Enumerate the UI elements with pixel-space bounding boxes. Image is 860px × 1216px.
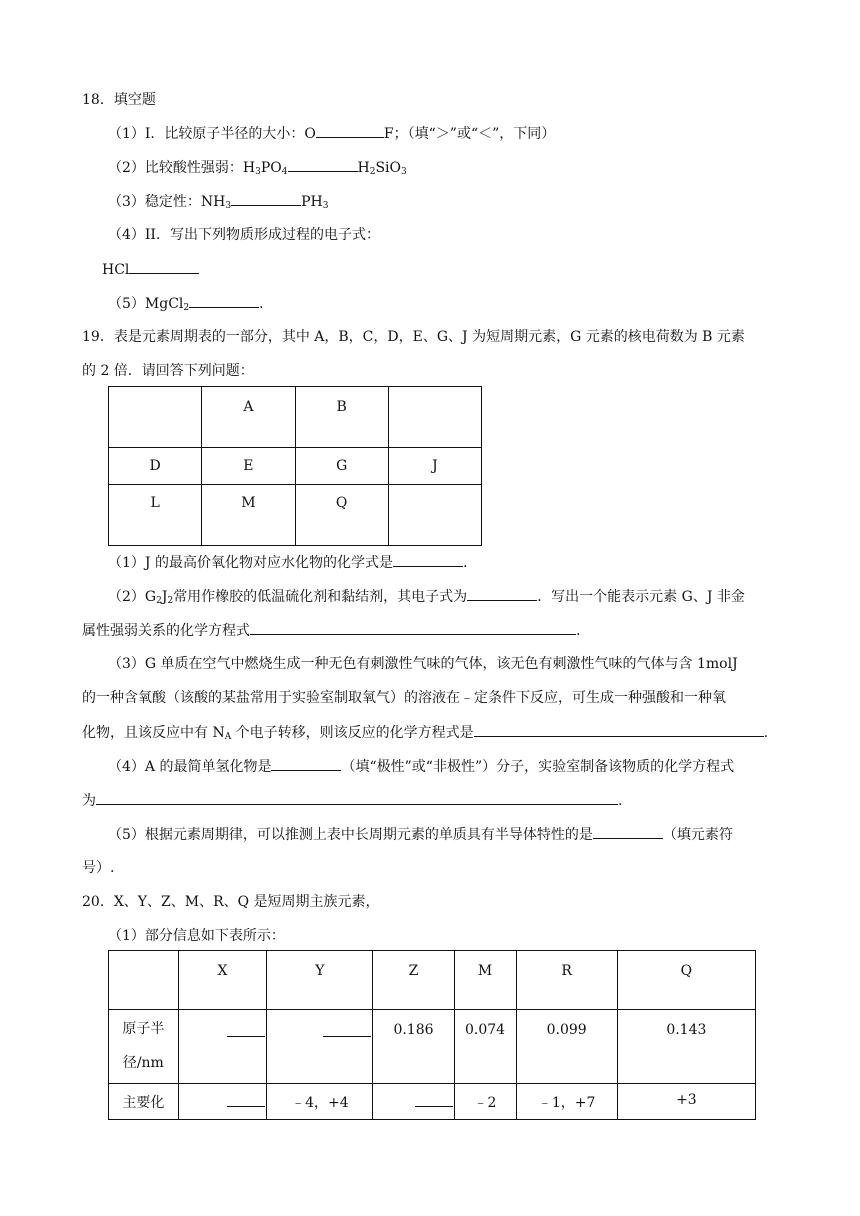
periodic-table-fragment [108,386,482,546]
q18-part2-text: （2）比较酸性强弱：H [108,160,256,176]
formula-text: HCl [102,262,130,278]
period: . [618,793,623,809]
table-cell: B [295,387,388,448]
q19-sub3-line3 [82,722,768,743]
answer-blank[interactable] [323,1022,371,1037]
table-cell: 0.143 [617,1010,755,1084]
table-cell [267,1010,373,1084]
q18-part5-text: （5）MgCl [108,296,184,312]
answer-blank[interactable] [129,259,199,274]
q19-sub2-text: 属性强弱关系的化学方程式 [82,623,250,639]
q19-sub4-text: 为 [82,793,96,809]
table-cell: ﹣4，+4 [267,1084,373,1120]
table-cell: 0.186 [373,1010,454,1084]
q19-sub2-text: 常用作橡胶的低温硫化剂和黏结剂，其电子式为 [173,589,468,605]
formula-text: J [161,589,168,605]
answer-blank[interactable] [393,552,463,567]
q19-intro-line1: 19．表是元素周期表的一部分，其中 A，B，C，D，E、G、J 为短周期元素，G 元素的核电荷数为 B 元素 [82,329,745,345]
period: . [259,296,264,312]
table-cell: D [109,448,202,485]
formula-text: PO [260,160,282,176]
q18-part3 [108,191,328,212]
table-cell: 0.074 [454,1010,516,1084]
q19-sub3-line1: （3）G 单质在空气中燃烧生成一种无色有刺激性气味的气体，该无色有刺激性气味的气体与含 1molJ [108,656,738,672]
table-cell: ﹣1，+7 [516,1084,617,1120]
q19-sub3-line2: 的一种含氧酸（该酸的某盐常用于实验室制取氧气）的溶液在﹣定条件下反应，可生成一种强酸和一种氧 [82,690,726,706]
table-cell [388,387,481,448]
subscript: 2 [156,596,162,606]
answer-blank[interactable] [316,123,384,138]
q19-sub3-text: 个电子转移，则该反应的化学方程式是 [231,725,474,741]
table-header-cell: Y [267,951,373,1010]
answer-blank[interactable] [474,722,764,737]
q19-intro-line2: 的 2 倍．请回答下列问题： [82,363,254,379]
table-header-cell: X [178,951,267,1010]
q20-intro: 20．X、Y、Z、M、R、Q 是短周期主族元素， [82,894,380,910]
subscript: 2 [369,167,376,177]
table-cell [178,1010,267,1084]
q19-sub4-text: （4）A 的最简单氢化物是 [108,759,272,775]
formula-text: H [357,160,370,176]
table-cell: +3 [617,1084,755,1120]
subscript: A [224,732,232,742]
row-label-text: 径/nm [122,1055,164,1071]
answer-blank[interactable] [288,157,358,172]
table-header-cell: Q [617,951,755,1010]
formula-text: PH [301,194,323,210]
period: . [576,623,581,639]
q18-part4: （4）II．写出下列物质形成过程的电子式： [108,227,380,243]
q19-sub4-text: （填“极性”或“非极性”）分子，实验室制备该物质的化学方程式 [341,759,735,775]
element-info-table [108,950,756,1120]
q18-part1 [108,123,555,144]
table-header-cell: M [454,951,516,1010]
table-cell: E [202,448,295,485]
q19-sub4-line1 [108,756,734,777]
formula-text: （2）G [108,589,157,605]
q18-part3-text: （3）稳定性：NH [108,194,226,210]
table-cell [373,1084,454,1120]
q19-sub1-text: （1）J 的最高价氧化物对应水化物的化学式是 [108,555,393,571]
table-cell [109,387,202,448]
q18-part1-text-a: （1）I．比较原子半径的大小：O [108,126,316,142]
q19-sub2-line2 [82,620,580,641]
subscript: 3 [225,201,232,211]
q19-sub5-line1 [108,824,733,845]
q19-sub5-text: （填元素符 [662,827,733,843]
table-cell: Q [295,485,388,546]
subscript: 3 [255,167,261,177]
table-cell: A [202,387,295,448]
row-label: 主要化 [109,1084,179,1120]
q18-part2 [108,157,407,178]
table-cell: ﹣2 [454,1084,516,1120]
q18-part1-text-b: F；（填“＞”或“＜”，下同） [383,126,556,142]
q19-sub2-line1 [108,586,745,607]
row-label [109,1010,179,1084]
subscript: 3 [322,201,329,211]
answer-blank[interactable] [96,790,618,805]
table-header-cell [109,951,179,1010]
period: . [763,725,769,741]
answer-blank[interactable] [415,1092,453,1107]
table-cell [178,1084,267,1120]
answer-blank[interactable] [189,293,259,308]
answer-blank[interactable] [250,620,576,635]
answer-blank[interactable] [593,824,663,839]
table-cell: G [295,448,388,485]
subscript: 2 [167,596,174,606]
subscript: 3 [401,167,407,177]
q18-title: 18．填空题 [82,92,156,108]
answer-blank[interactable] [271,756,341,771]
period: . [462,555,468,571]
table-cell [388,485,481,546]
q19-sub3-text: 化物，且该反应中有 N [82,725,225,741]
answer-blank[interactable] [227,1022,265,1037]
table-header-cell: R [516,951,617,1010]
table-cell: M [202,485,295,546]
answer-blank[interactable] [231,191,301,206]
q19-sub2-text: ．写出一个能表示元素 G、J 非金 [537,589,745,605]
q19-sub5-text: （5）根据元素周期律，可以推测上表中长周期元素的单质具有半导体特性的是 [108,827,593,843]
subscript: 2 [183,303,190,313]
formula-text: SiO [375,160,401,176]
q18-part5 [108,293,264,314]
table-header-cell: Z [373,951,454,1010]
table-cell: J [388,448,481,485]
row-label-text: 原子半 [122,1021,165,1037]
answer-blank[interactable] [467,586,537,601]
table-cell: L [109,485,202,546]
subscript: 4 [281,167,288,177]
q19-sub4-line2 [82,790,622,811]
q18-hcl [102,259,199,280]
q20-sub1: （1）部分信息如下表所示： [108,928,285,944]
answer-blank[interactable] [227,1092,265,1107]
q19-sub5-line2: 号）. [82,860,115,876]
q19-sub1 [108,552,467,573]
table-cell: 0.099 [516,1010,617,1084]
